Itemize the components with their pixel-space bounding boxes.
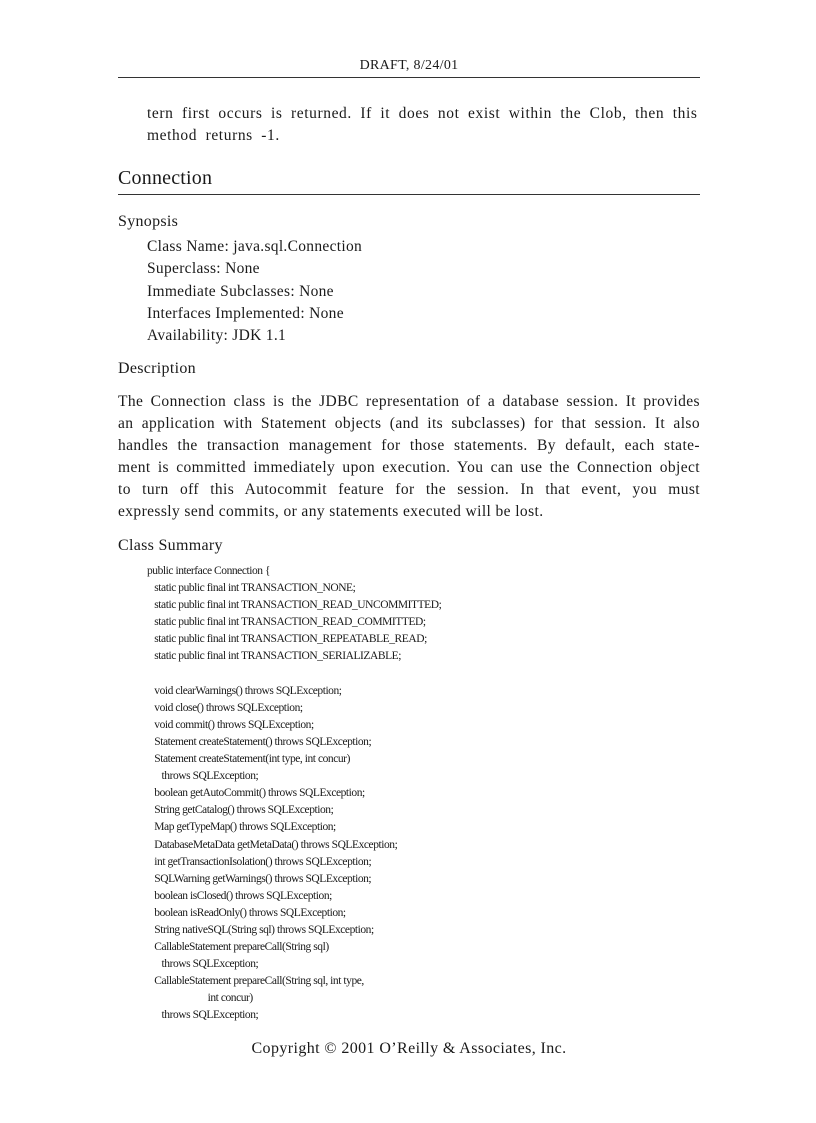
code-line: static public final int TRANSACTION_NONE;	[147, 582, 356, 595]
description-line: an application with Statement objects (and its subclasses) for that session. It also	[118, 415, 700, 432]
code-line: CallableStatement prepareCall(String sql, int type,	[147, 975, 364, 988]
synopsis-heading: Synopsis	[118, 213, 179, 230]
synopsis-item: Class Name: java.sql.Connection	[147, 238, 363, 255]
code-line: DatabaseMetaData getMetaData() throws SQLException;	[147, 838, 398, 851]
class-summary-heading: Class Summary	[118, 537, 223, 554]
code-line: void commit() throws SQLException;	[147, 718, 314, 731]
synopsis-item: Immediate Subclasses: None	[147, 282, 334, 300]
code-line: Map getTypeMap() throws SQLException;	[147, 821, 336, 834]
description-line: handles the transaction management for those statements. By default, each state-	[118, 437, 700, 454]
intro-paragraph	[147, 103, 700, 147]
code-line: CallableStatement prepareCall(String sql)	[147, 941, 329, 954]
description-line: The Connection class is the JDBC representation of a database session. It provides	[118, 393, 700, 410]
intro-line: tern first occurs is returned. If it does not exist within the Clob, then this	[147, 105, 698, 122]
page-header: DRAFT, 8/24/01	[359, 58, 459, 73]
code-line: boolean isReadOnly() throws SQLException;	[147, 906, 346, 919]
code-line: void clearWarnings() throws SQLException;	[147, 684, 342, 697]
code-line: Statement createStatement() throws SQLException;	[147, 735, 372, 748]
synopsis-list	[147, 236, 362, 347]
code-line: throws SQLException;	[147, 1009, 259, 1022]
code-line: public interface Connection {	[147, 565, 271, 577]
code-line: boolean getAutoCommit() throws SQLException;	[147, 787, 365, 800]
description-line: ment is committed immediately upon execution. You can use the Connection object	[118, 459, 700, 476]
synopsis-item: Superclass: None	[147, 260, 260, 278]
synopsis-item: Interfaces Implemented: None	[147, 304, 344, 322]
section-title: Connection	[118, 167, 213, 189]
class-summary-code	[147, 563, 441, 1025]
code-line: int getTransactionIsolation() throws SQLException;	[147, 855, 372, 868]
code-line: String getCatalog() throws SQLException;	[147, 804, 334, 817]
code-line	[147, 666, 441, 683]
code-line: void close() throws SQLException;	[147, 701, 303, 714]
code-line: static public final int TRANSACTION_READ_COMMITTED;	[147, 616, 426, 629]
page-footer: Copyright © 2001 O’Reilly & Associates, Inc.	[251, 1040, 567, 1057]
description-heading: Description	[118, 360, 196, 377]
description-paragraph	[118, 391, 700, 523]
intro-line: method returns -1.	[147, 127, 280, 144]
synopsis-item: Availability: JDK 1.1	[147, 327, 287, 345]
section-rule	[118, 194, 700, 195]
header-rule	[118, 77, 700, 78]
code-line: int concur)	[147, 992, 253, 1005]
code-line: static public final int TRANSACTION_REPEATABLE_READ;	[147, 633, 427, 646]
code-line: boolean isClosed() throws SQLException;	[147, 889, 332, 902]
description-line: expressly send commits, or any statements executed will be lost.	[118, 503, 544, 520]
code-line: static public final int TRANSACTION_SERIALIZABLE;	[147, 650, 401, 663]
code-line: SQLWarning getWarnings() throws SQLException;	[147, 872, 372, 885]
code-line: Statement createStatement(int type, int concur)	[147, 753, 350, 766]
code-line: throws SQLException;	[147, 770, 259, 783]
code-line: static public final int TRANSACTION_READ_UNCOMMITTED;	[147, 599, 442, 612]
code-line: throws SQLException;	[147, 958, 259, 971]
code-line: String nativeSQL(String sql) throws SQLException;	[147, 923, 374, 936]
description-line: to turn off this Autocommit feature for the session. In that event, you must	[118, 481, 700, 498]
